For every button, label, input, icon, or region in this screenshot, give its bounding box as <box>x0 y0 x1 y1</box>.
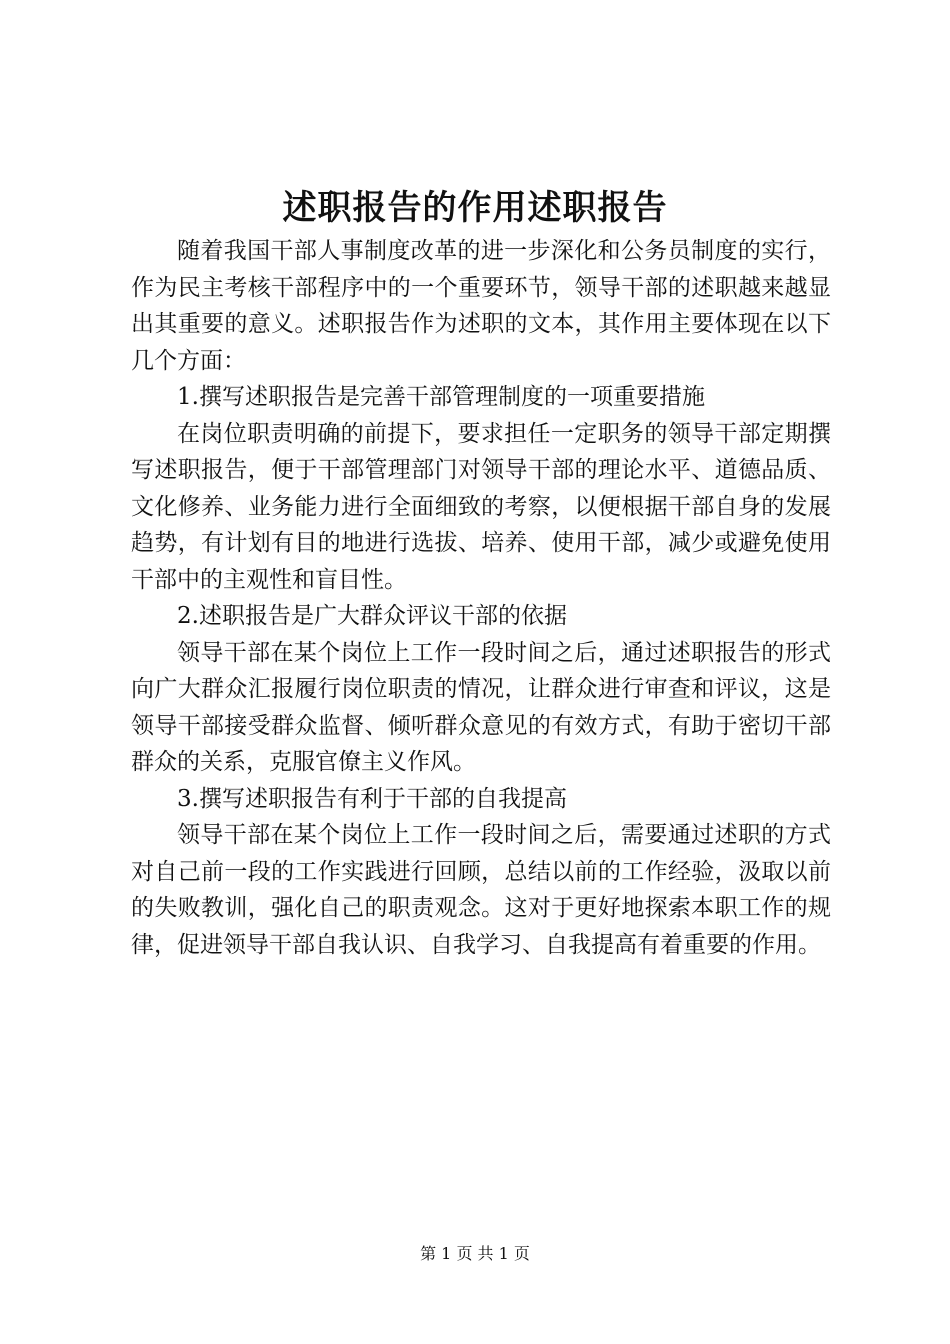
section-heading-1: 1.撰写述职报告是完善干部管理制度的一项重要措施 <box>177 384 705 410</box>
section-heading-3: 3.撰写述职报告有利于干部的自我提高 <box>177 785 567 812</box>
document-title: 述职报告的作用述职报告 <box>282 188 668 228</box>
document-body <box>131 233 831 963</box>
page-footer: 第 1 页 共 1 页 <box>420 1244 530 1263</box>
section-paragraph-3: 领导干部在某个岗位上工作一段时间之后，需要通过述职的方式对自己前一段的工作实践进行回顾，总结以前的工作经验，汲取以前的失败教训，强化自己的职责观念。这对于更好地探索本职工作的规律，促进领导干部自我认识、自我学习、自我提高有着重要的作用。 <box>131 822 831 958</box>
intro-paragraph: 随着我国干部人事制度改革的进一步深化和公务员制度的实行，作为民主考核干部程序中的一个重要环节，领导干部的述职越来越显出其重要的意义。述职报告作为述职的文本，其作用主要体现在以下几个方面： <box>131 238 831 374</box>
section-paragraph-2: 领导干部在某个岗位上工作一段时间之后，通过述职报告的形式向广大群众汇报履行岗位职责的情况，让群众进行审查和评议，这是领导干部接受群众监督、倾听群众意见的有效方式，有助于密切干部群众的关系，克服官僚主义作风。 <box>131 639 831 775</box>
section-paragraph-1: 在岗位职责明确的前提下，要求担任一定职务的领导干部定期撰写述职报告，便于干部管理部门对领导干部的理论水平、道德品质、文化修养、业务能力进行全面细致的考察，以便根据干部自身的发展趋势，有计划有目的地进行选拔、培养、使用干部，减少或避免使用干部中的主观性和盲目性。 <box>131 420 831 593</box>
section-heading-2: 2.述职报告是广大群众评议干部的依据 <box>177 603 567 629</box>
